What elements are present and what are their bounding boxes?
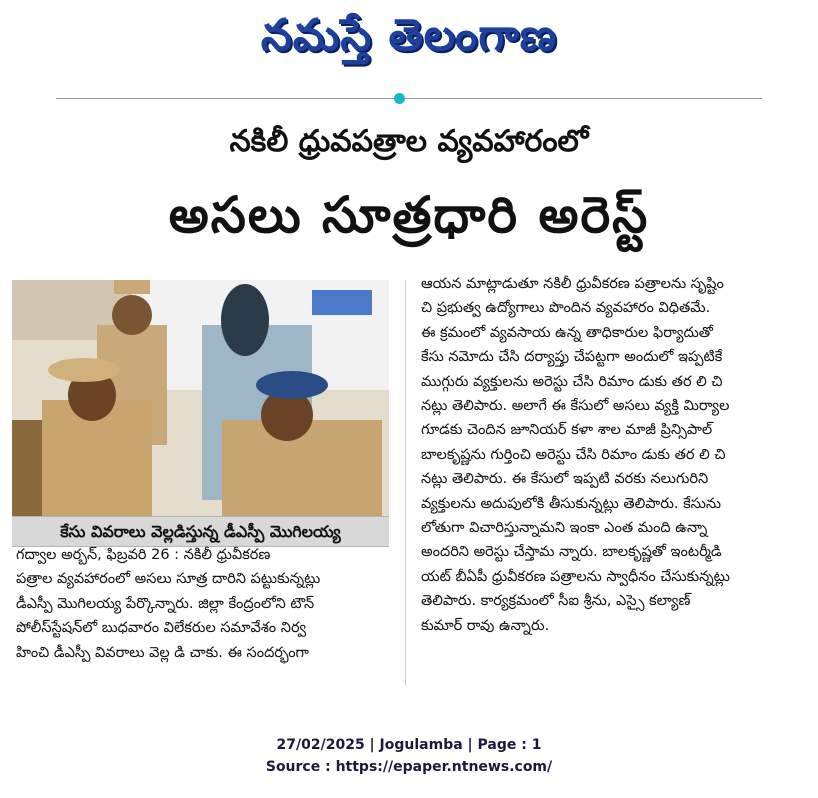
- article-line: తెలిపారు. కార్యక్రమంలో సీఐ శ్రీను, ఎస్సై కల్యాణ్: [421, 593, 691, 610]
- article-line: కుమార్ రావు ఉన్నారు.: [421, 617, 550, 634]
- article-line: బాలకృష్ణను గుర్తించి అరెస్టు చేసి రిమాం డుకు తర లి చి: [421, 446, 726, 463]
- article-line: పోలీస్‌స్టేషన్‌లో బుధవారం విలేకరుల సమావేశం నిర్వ: [16, 620, 307, 637]
- article-line: ముగ్గురు వ్యక్తులను అరెస్టు చేసి రిమాం డుకు తర లి చి: [421, 373, 723, 390]
- article-line: గద్వాల అర్బన్, ఫిబ్రవరి 26 : నకిలీ ధ్రువీకరణ: [16, 547, 271, 563]
- article-line: వ్యక్తులను అదుపులోకి తీసుకున్నట్లు తెలిపారు. కేసును: [421, 495, 722, 512]
- photo-caption: కేసు వివరాలు వెల్లడిస్తున్న డీఎస్పీ మొగిలయ్య: [12, 516, 389, 547]
- article-line: పత్రాల వ్యవహారంలో అసలు సూత్ర దారిని పట్టుకున్నట్లు: [16, 571, 321, 588]
- article-line: డీఎస్పీ మొగిలయ్య పేర్కొన్నారు. జిల్లా కేంద్రంలోని టౌన్: [16, 595, 315, 612]
- masthead-dot: [394, 93, 405, 104]
- article-line: ఆయన మాట్లాడుతూ నకిలీ ధ్రువీకరణ పత్రాలను సృష్టిం: [421, 276, 724, 292]
- article-left-column: [16, 543, 389, 665]
- article-line: ఈ క్రమంలో వ్యవసాయ ఉన్న తాధికారుల ఫిర్యాదుతో: [421, 324, 713, 341]
- masthead-rule: [56, 98, 762, 99]
- headline-main: అసలు సూత్రధారి అరెస్ట్: [168, 186, 650, 244]
- newspaper-logo: నమస్తే తెలంగాణ: [260, 10, 558, 61]
- footer: [0, 734, 818, 778]
- column-divider: [405, 280, 406, 685]
- article-line: కేసు నమోదు చేసి దర్యాప్తు చేపట్టగా అందులో ఇప్పటికే: [421, 349, 723, 366]
- footer-source: Source : https://epaper.ntnews.com/: [265, 759, 553, 775]
- masthead: [0, 4, 818, 74]
- article-line: లోతుగా విచారిస్తున్నామని ఇంకా ఎంత మంది ఉన్నా: [421, 520, 708, 537]
- article-line: అందరిని అరెస్టు చేస్తామ న్నారు. బాలకృష్ణతో ఇంటర్మీడి: [421, 544, 722, 561]
- article-line: చి ప్రభుత్వ ఉద్యోగాలు పొందిన వ్యవహారం విధితమే.: [421, 300, 711, 317]
- article-right-column: [421, 272, 786, 638]
- headline-kicker: నకిలీ ధ్రువపత్రాల వ్యవహారంలో: [229, 124, 589, 159]
- article-line: నట్లు తెలిపారు. ఈ కేసులో ఇప్పటి వరకు నలుగురిని: [421, 471, 709, 488]
- article-line: గూడకు చెందిన జూనియర్ కళా శాల మాజీ ప్రిన్సిపాల్: [421, 422, 713, 439]
- article-line: నట్లు తెలిపారు. అలాగే ఈ కేసులో అసలు వ్యక్తి మిర్యాల: [421, 398, 730, 415]
- article-line: యట్ బీఏపీ ధ్రువీకరణ పత్రాలను స్వాధీనం చేసుకున్నట్లు: [421, 568, 730, 585]
- news-photo: [12, 280, 389, 516]
- article-line: హించి డీఎస్పీ వివరాలు వెల్ల డి చాకు. ఈ సందర్భంగా: [16, 644, 309, 661]
- footer-dateline: 27/02/2025 | Jogulamba | Page : 1: [276, 737, 542, 753]
